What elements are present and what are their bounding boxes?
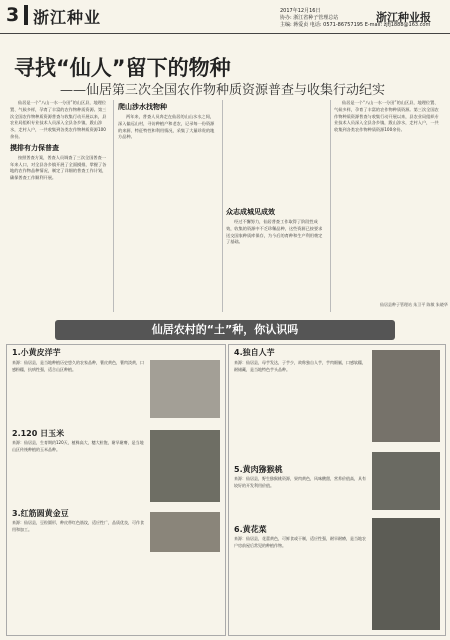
kiwi-photo <box>372 452 440 510</box>
article-paragraph: 仙居是一个“八山一水一分田”的山区县，地理位置、气候多样，孕育了丰富的农作物种质资源。第三次全国农作物种质资源普查与收集行动开展以来，县农业局组织专业技术人员深入全县各乡镇，跋山涉水，走村入户，一共收集到各类农作物种质资源100余份。 <box>334 100 439 133</box>
item-heading: 6.黄花菜 <box>234 525 267 534</box>
section-heading: 众志成城见成效 <box>226 208 275 216</box>
article-paragraph: 两年来，普查人员奔走在仙居的山山水水之间，深入偏远山村，寻访种植户和老农，记录每一份资源的来源、特征特性和利用情况，采集了大量珍贵的地方品种。 <box>118 114 215 140</box>
item-text: 来源：仙居县，是当地种植历史悠久的农家品种，薯皮黄色，薯肉淡黄，口感粉糯，抗病性强，适合山区种植。 <box>12 360 144 372</box>
page-number: 3 <box>6 4 20 26</box>
column-rule <box>330 100 331 312</box>
feature-title: 仙居农村的“土”种，你认识吗 <box>55 320 395 340</box>
article-column-2 <box>118 100 218 312</box>
article-paragraph: 经过不懈努力，仙居普查工作取得了阶段性成效，收集的资源中不乏珍稀品种，这些资源已按要求送交国家种质库保存，为今后的育种和生产利用奠定了基础。 <box>226 219 323 245</box>
article-subhead: ——仙居第三次全国农作物种质资源普查与收集行动纪实 <box>60 83 386 98</box>
article-headline: 寻找“仙人”留下的物种 <box>14 56 231 80</box>
article-credit: 仙居县种子管理站 朱卫平 陈敏 朱晓华 <box>380 302 448 307</box>
item-heading: 4.独自人芋 <box>234 348 275 357</box>
page-header <box>0 0 450 34</box>
article-column-3 <box>226 205 326 312</box>
item-heading: 5.黄肉猕猴桃 <box>234 465 283 474</box>
article-paragraph: 仙居是一个“八山一水一分田”的山区县，地理位置、气候多样，孕育了丰富的农作物种质资源。第三次全国农作物种质资源普查与收集行动开展以来，县农业局组织专业技术人员深入全县各乡镇，跋山涉水，走村入户，一共收集到各类农作物种质资源100余份。 <box>10 100 107 139</box>
editor-line: 主编: 蒋爱贞 电话: 0571-86757195 E-mail: zjfj1888@163.com <box>280 22 431 28</box>
item-text: 来源：仙居县，花蕾黄色，可鲜食或干制，适应性强，耐旱耐瘠，是当地农户房前屋后常见的种植作物。 <box>234 536 366 548</box>
item-heading: 1.小黄皮洋芋 <box>12 348 61 357</box>
item-text: 来源：仙居县，豆粒圆形，种皮带红色筋纹，适应性广，品质优良，可作食用和加工。 <box>12 520 144 532</box>
item-text: 来源：仙居县，野生猕猴桃资源，果肉黄色，风味酸甜，营养价值高，具有较好的开发利用价值。 <box>234 476 366 488</box>
item-text: 来源：仙居县，生育期约120天，植株高大，穗大粒饱，耐旱耐瘠，是当地山区传统种植的玉米品种。 <box>12 440 144 452</box>
item-text: 来源：仙居县，母芋发达，子芋少，故称独自人芋，芋肉细腻，口感软糯，耐储藏，是当地特色芋头品种。 <box>234 360 366 372</box>
date-line: 2017年12月16日 <box>280 8 321 14</box>
column-rule <box>113 100 114 312</box>
daylily-photo <box>372 518 440 630</box>
corn-photo <box>150 430 220 502</box>
organizer-line: 协办: 浙江省种子管理总站 <box>280 15 339 21</box>
taro-photo <box>372 350 440 442</box>
section-heading: 爬山涉水找物种 <box>118 103 167 111</box>
bean-photo <box>150 512 220 552</box>
header-divider <box>24 5 28 25</box>
section-title: 浙江种业 <box>33 8 102 27</box>
item-heading: 3.红筋圆黄金豆 <box>12 509 69 518</box>
potato-photo <box>150 360 220 418</box>
item-heading: 2.120 日玉米 <box>12 429 65 438</box>
article-column-1 <box>10 100 110 312</box>
newspaper-logo: 浙江种业报 <box>376 11 431 24</box>
section-heading: 摸排有力保普查 <box>10 143 59 152</box>
column-rule <box>222 100 223 312</box>
article-paragraph: 按照普查方案，普查人员调查了三次全国普查一年来人口，对全县各乡镇开展了全面摸排，掌握了各地的农作物品种情况，制定了详细的普查工作计划，确保普查工作顺利开展。 <box>10 154 107 181</box>
article-column-4 <box>334 100 440 300</box>
